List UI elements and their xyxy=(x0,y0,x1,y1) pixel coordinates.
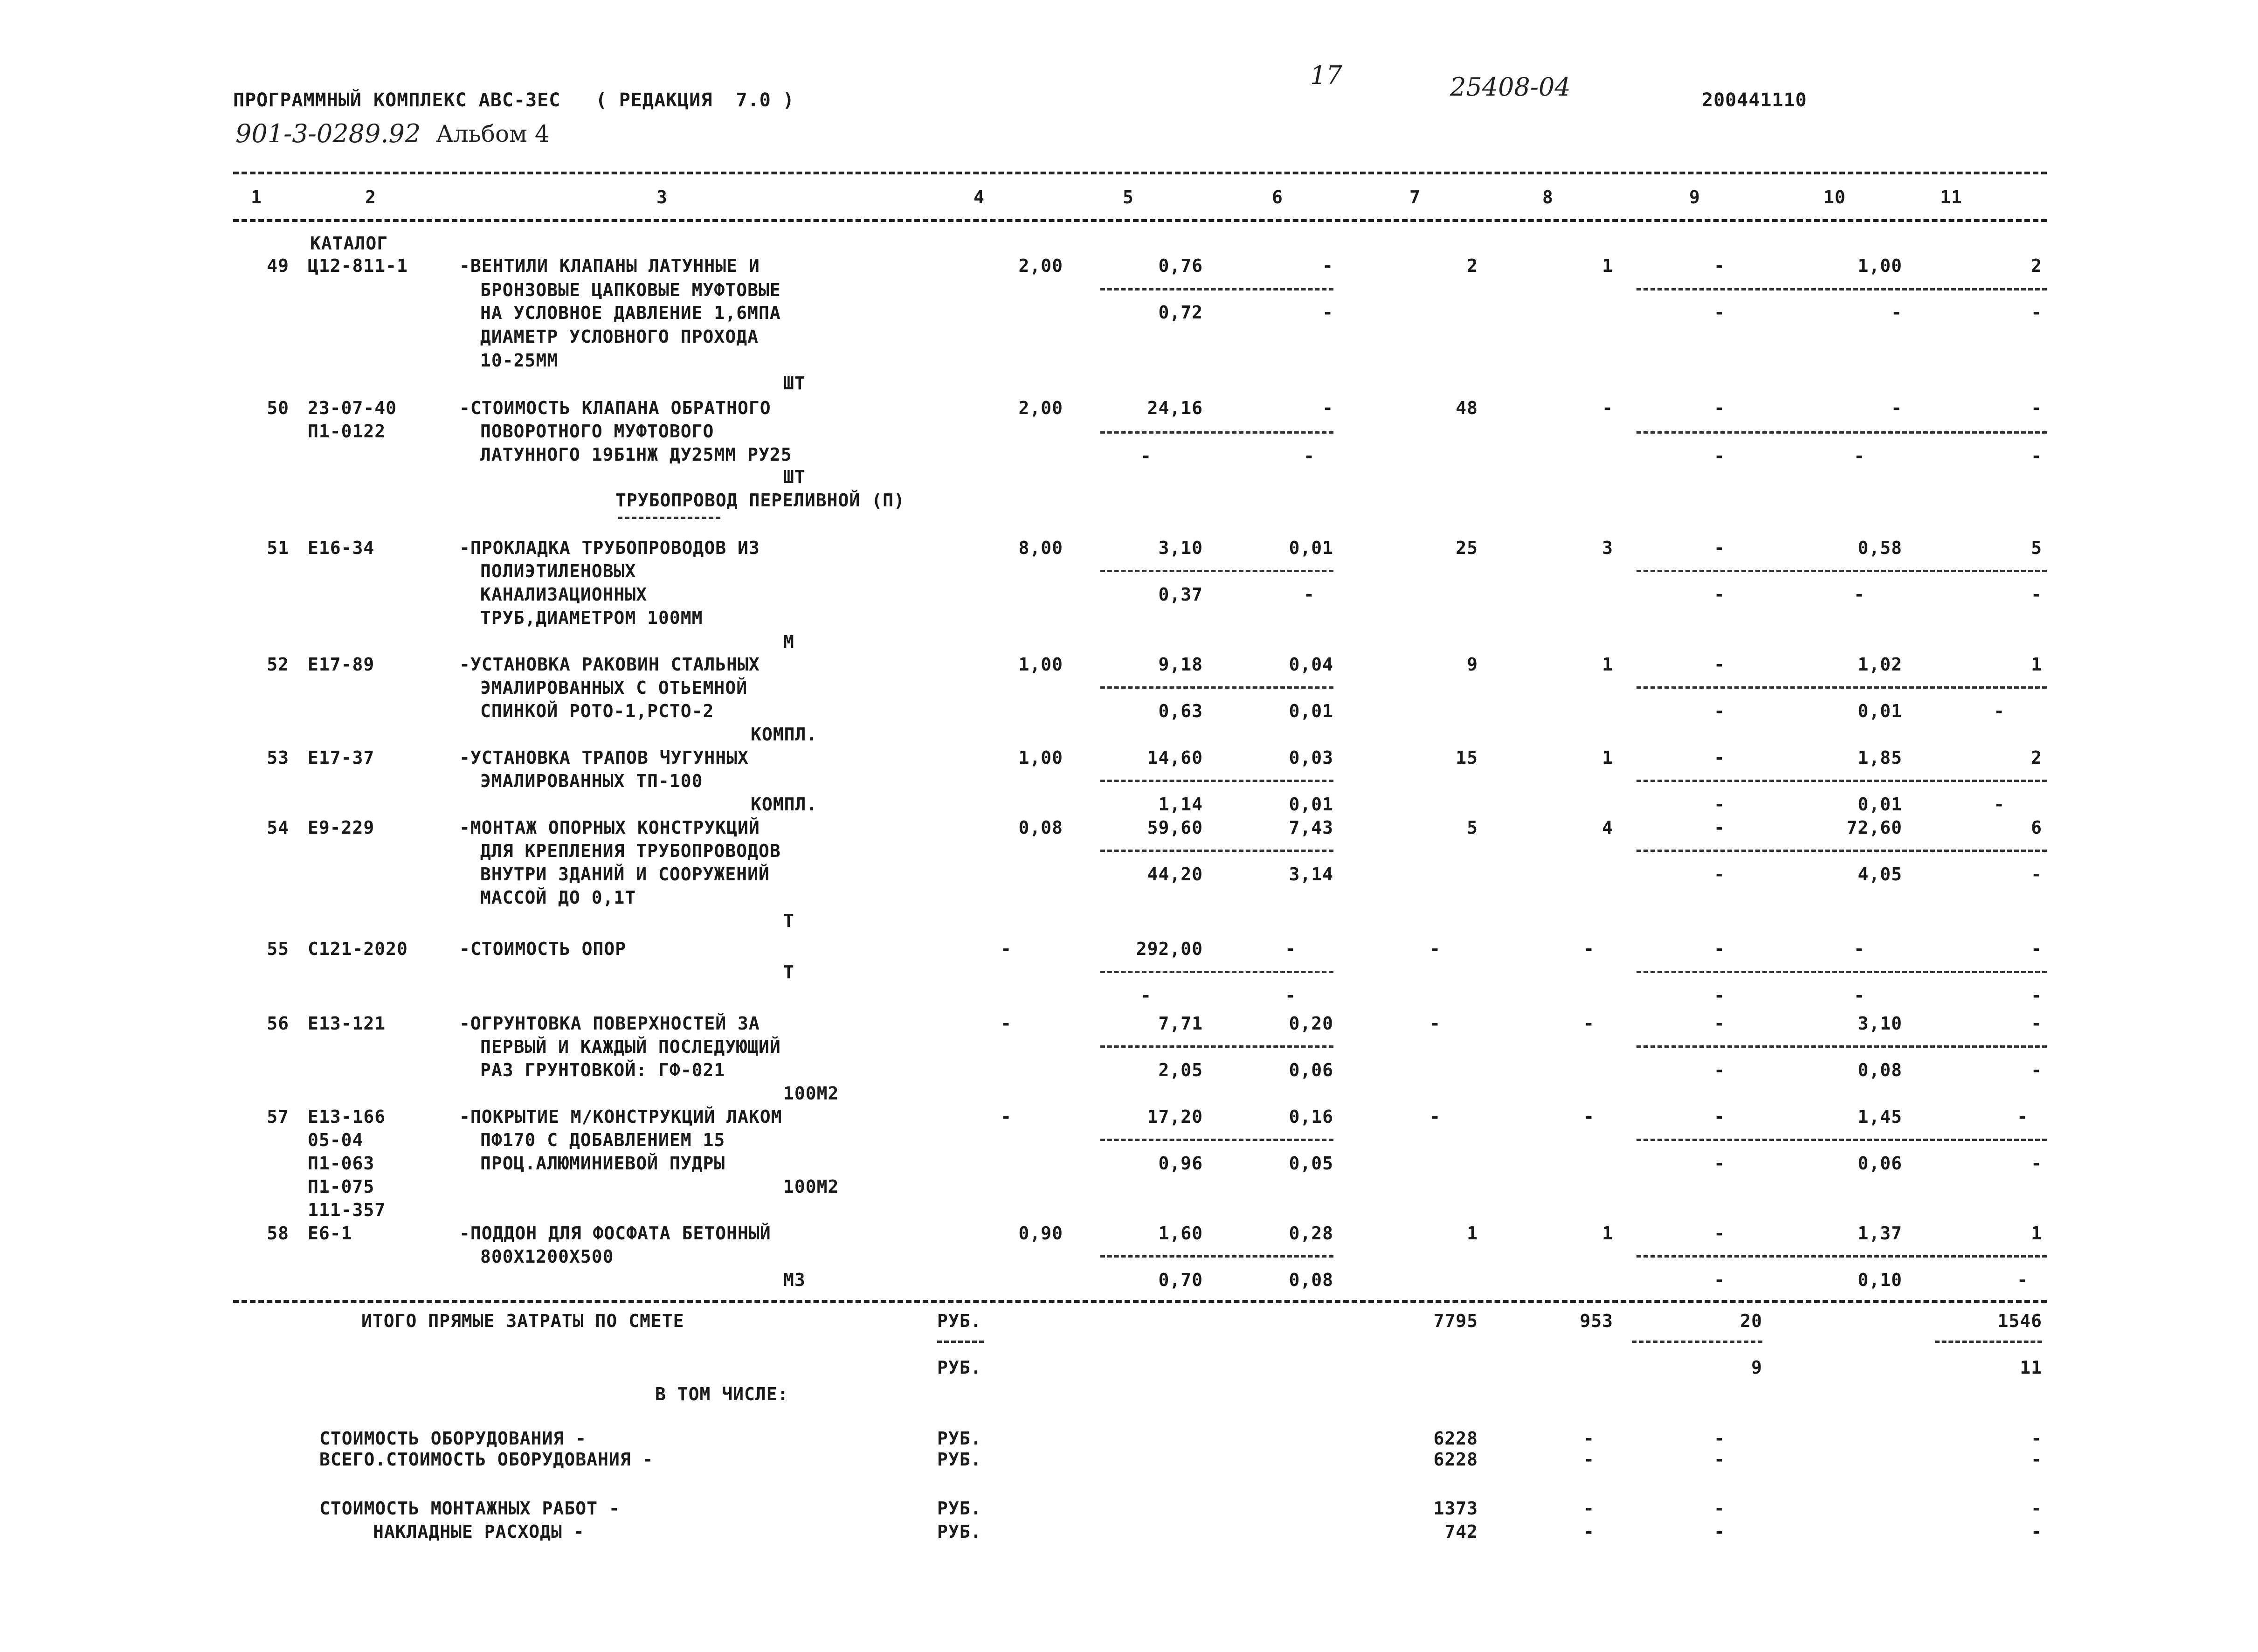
column-header: 6 xyxy=(1272,187,1283,207)
row-number: 56 xyxy=(267,1013,289,1034)
row-code: С121-2020 xyxy=(308,939,408,959)
row-code: Е6-1 xyxy=(308,1223,352,1244)
row-description: МАССОЙ ДО 0,1Т xyxy=(480,887,636,908)
cell-col8: 3 xyxy=(1602,538,1613,558)
cell-divider xyxy=(1100,1045,1333,1048)
row-description: -ПОДДОН ДЛЯ ФОСФАТА БЕТОННЫЙ xyxy=(459,1223,771,1244)
totals-unit-2: РУБ. xyxy=(937,1357,982,1378)
cell-divider xyxy=(1637,1045,2047,1048)
row-description: ВНУТРИ ЗДАНИЙ И СООРУЖЕНИЙ xyxy=(480,864,770,885)
cell-divider xyxy=(1100,971,1333,973)
cell-divider xyxy=(1637,850,2047,852)
row-description: ПЕРВЫЙ И КАЖДЫЙ ПОСЛЕДУЮЩИЙ xyxy=(480,1037,781,1057)
row-code: П1-063 xyxy=(308,1153,375,1174)
cell-col4: 0,08 xyxy=(1018,817,1063,838)
cell-col8: - xyxy=(1602,398,1613,418)
row-description: СПИНКОЙ РОТО-1,РСТО-2 xyxy=(480,701,714,721)
summary-label: СТОИМОСТЬ ОБОРУДОВАНИЯ - xyxy=(319,1428,587,1449)
cell-divider xyxy=(1637,780,2047,782)
cell-col9: - xyxy=(1714,256,1725,276)
cell-divider xyxy=(1100,686,1333,689)
row-code: П1-0122 xyxy=(308,421,386,442)
totals-col11-b: 11 xyxy=(2020,1357,2042,1378)
cell-divider xyxy=(1637,686,2047,689)
cell-col11: - xyxy=(2031,939,2042,959)
row-code: Е9-229 xyxy=(308,817,375,838)
cell-col10-b: 0,01 xyxy=(1857,794,1902,815)
row-description: 10-25ММ xyxy=(480,350,559,371)
cell-divider xyxy=(1100,1255,1333,1258)
cell-col6-b: - xyxy=(1304,446,1315,466)
cell-col7: - xyxy=(1429,939,1441,959)
cell-col8: 1 xyxy=(1602,747,1613,768)
cell-divider xyxy=(1100,850,1333,852)
cell-col11: 1 xyxy=(2031,1223,2042,1244)
summary-col11: - xyxy=(2031,1428,2042,1449)
row-code: 111-357 xyxy=(308,1200,386,1220)
cell-col10-b: 4,05 xyxy=(1857,864,1902,885)
summary-col11: - xyxy=(2031,1521,2042,1542)
totals-label: ИТОГО ПРЯМЫЕ ЗАТРАТЫ ПО СМЕТЕ xyxy=(361,1311,684,1331)
cell-col9-b: - xyxy=(1714,584,1725,605)
cell-col10-b: 0,06 xyxy=(1857,1153,1902,1174)
summary-col9: - xyxy=(1714,1521,1725,1542)
row-unit: Т xyxy=(783,962,794,982)
cell-col6-b: 0,01 xyxy=(1289,701,1333,721)
cell-col6-b: 0,06 xyxy=(1289,1060,1333,1080)
row-description: НА УСЛОВНОЕ ДАВЛЕНИЕ 1,6МПА xyxy=(480,303,781,323)
cell-col5: 3,10 xyxy=(1158,538,1203,558)
section-underline xyxy=(618,517,720,519)
cell-col7: 25 xyxy=(1456,538,1478,558)
cell-col5: 292,00 xyxy=(1136,939,1203,959)
cell-col11: - xyxy=(2031,398,2042,418)
record-number: 200441110 xyxy=(1702,90,1807,111)
cell-col10-b: - xyxy=(1854,446,1865,466)
row-description: ПОВОРОТНОГО МУФТОВОГО xyxy=(480,421,714,442)
cell-col7: 15 xyxy=(1456,747,1478,768)
cell-col9-b: - xyxy=(1714,864,1725,885)
section-pipe-title: ТРУБОПРОВОД ПЕРЕЛИВНОЙ (П) xyxy=(615,490,905,511)
summary-col8: - xyxy=(1583,1498,1595,1519)
row-code: П1-075 xyxy=(308,1176,375,1197)
program-title: ПРОГРАММНЫЙ КОМПЛЕКС АВС-ЗЕС ( РЕДАКЦИЯ 7.0 ) xyxy=(233,90,794,111)
cell-col5: 7,71 xyxy=(1158,1013,1203,1034)
cell-divider xyxy=(1637,431,2047,434)
cell-divider xyxy=(1632,1341,1762,1343)
summary-col11: - xyxy=(2031,1498,2042,1519)
cell-col6: 7,43 xyxy=(1289,817,1333,838)
including-label: В ТОМ ЧИСЛЕ: xyxy=(655,1384,789,1404)
cell-col9-b: - xyxy=(1714,985,1725,1006)
row-unit: 100М2 xyxy=(783,1176,839,1197)
row-description: ЭМАЛИРОВАННЫХ С ОТЬЕМНОЙ xyxy=(480,677,748,698)
cell-col9-b: - xyxy=(1714,1270,1725,1290)
cell-col9: - xyxy=(1714,1223,1725,1244)
cell-col11-b: - xyxy=(2031,446,2042,466)
cell-col11: 2 xyxy=(2031,256,2042,276)
cell-col5: 17,20 xyxy=(1147,1106,1203,1127)
cell-col5-b: - xyxy=(1140,446,1152,466)
cell-col10-b: - xyxy=(1854,584,1865,605)
row-description: -ПОКРЫТИЕ М/КОНСТРУКЦИЙ ЛАКОМ xyxy=(459,1106,782,1127)
cell-col9-b: - xyxy=(1714,1060,1725,1080)
row-unit: КОМПЛ. xyxy=(751,724,818,745)
cell-col6: 0,20 xyxy=(1289,1013,1333,1034)
cell-col10: 1,45 xyxy=(1857,1106,1902,1127)
row-description: КАНАЛИЗАЦИОННЫХ xyxy=(480,584,648,605)
row-description: -УСТАНОВКА РАКОВИН СТАЛЬНЫХ xyxy=(459,654,760,675)
column-header: 11 xyxy=(1940,187,1962,207)
row-description: ДИАМЕТР УСЛОВНОГО ПРОХОДА xyxy=(480,326,759,347)
cell-col9: - xyxy=(1714,1013,1725,1034)
cell-col6-b: - xyxy=(1304,584,1315,605)
row-code: Е13-121 xyxy=(308,1013,386,1034)
cell-col5-b: - xyxy=(1140,985,1152,1006)
section-catalog: КАТАЛОГ xyxy=(310,233,388,254)
totals-unit: РУБ. xyxy=(937,1311,982,1331)
cell-col4: - xyxy=(1001,939,1012,959)
cell-divider xyxy=(1935,1341,2042,1343)
cell-col4: 2,00 xyxy=(1018,256,1063,276)
row-code: 05-04 xyxy=(308,1130,364,1150)
cell-col7: 2 xyxy=(1467,256,1478,276)
row-number: 54 xyxy=(267,817,289,838)
cell-col4: 1,00 xyxy=(1018,654,1063,675)
row-number: 52 xyxy=(267,654,289,675)
row-number: 51 xyxy=(267,538,289,558)
cell-col9: - xyxy=(1714,817,1725,838)
row-description: -ОГРУНТОВКА ПОВЕРХНОСТЕЙ ЗА xyxy=(459,1013,760,1034)
cell-col10: 1,37 xyxy=(1857,1223,1902,1244)
project-number: 901-3-0289.92 xyxy=(235,119,421,148)
cell-col11: 2 xyxy=(2031,747,2042,768)
column-header: 5 xyxy=(1123,187,1134,207)
cell-col5-b: 0,72 xyxy=(1158,302,1203,323)
cell-col5: 59,60 xyxy=(1147,817,1203,838)
cell-col7: 1 xyxy=(1467,1223,1478,1244)
summary-col7: 6228 xyxy=(1433,1428,1478,1449)
cell-col11-b: - xyxy=(2031,1060,2042,1080)
cell-col9: - xyxy=(1714,654,1725,675)
cell-col6: - xyxy=(1285,939,1296,959)
cell-col5-b: 2,05 xyxy=(1158,1060,1203,1080)
row-description: РАЗ ГРУНТОВКОЙ: ГФ-021 xyxy=(480,1060,725,1080)
cell-col6: 0,28 xyxy=(1289,1223,1333,1244)
cell-divider xyxy=(1637,971,2047,973)
cell-divider xyxy=(1100,780,1333,782)
cell-col5-b: 0,96 xyxy=(1158,1153,1203,1174)
cell-col4: - xyxy=(1001,1106,1012,1127)
cell-divider xyxy=(1100,431,1333,434)
cell-col9-b: - xyxy=(1714,302,1725,323)
cell-col5: 9,18 xyxy=(1158,654,1203,675)
cell-col6: - xyxy=(1322,398,1333,418)
summary-unit: РУБ. xyxy=(937,1449,982,1470)
cell-col5-b: 0,37 xyxy=(1158,584,1203,605)
column-header: 9 xyxy=(1689,187,1700,207)
row-description: ПФ170 С ДОБАВЛЕНИЕМ 15 xyxy=(480,1130,725,1150)
cell-col8: - xyxy=(1583,1013,1595,1034)
row-description: -СТОИМОСТЬ ОПОР xyxy=(459,939,627,959)
row-number: 53 xyxy=(267,747,289,768)
cell-col6-b: - xyxy=(1322,302,1333,323)
cell-col5-b: 0,63 xyxy=(1158,701,1203,721)
row-unit: М xyxy=(783,632,794,652)
column-header: 10 xyxy=(1823,187,1846,207)
cell-col4: 2,00 xyxy=(1018,398,1063,418)
cell-col7: 48 xyxy=(1456,398,1478,418)
cell-divider xyxy=(1637,288,2047,290)
cell-col9: - xyxy=(1714,1106,1725,1127)
row-description: -ВЕНТИЛИ КЛАПАНЫ ЛАТУННЫЕ И xyxy=(459,256,760,276)
cell-col11: - xyxy=(2031,1013,2042,1034)
row-unit: Т xyxy=(783,911,794,931)
row-description: -ПРОКЛАДКА ТРУБОПРОВОДОВ ИЗ xyxy=(459,538,760,558)
cell-col11-b: - xyxy=(2031,302,2042,323)
cell-col9: - xyxy=(1714,398,1725,418)
table-bottom-rule xyxy=(233,1300,2047,1303)
cell-divider xyxy=(937,1341,984,1343)
cell-col10-b: 0,08 xyxy=(1857,1060,1902,1080)
row-code: 23-07-40 xyxy=(308,398,397,418)
cell-divider xyxy=(1637,1255,2047,1258)
row-number: 55 xyxy=(267,939,289,959)
cell-col5-b: 0,70 xyxy=(1158,1270,1203,1290)
cell-col11: 1 xyxy=(2031,654,2042,675)
row-code: Е13-166 xyxy=(308,1106,386,1127)
row-description: -УСТАНОВКА ТРАПОВ ЧУГУННЫХ xyxy=(459,747,749,768)
cell-col9-b: - xyxy=(1714,1153,1725,1174)
cell-col11: 5 xyxy=(2031,538,2042,558)
cell-col10-b: - xyxy=(1854,985,1865,1006)
cell-col10: 0,58 xyxy=(1857,538,1902,558)
cell-col9-b: - xyxy=(1714,446,1725,466)
column-header: 1 xyxy=(251,187,262,207)
row-number: 49 xyxy=(267,256,289,276)
cell-col7: - xyxy=(1429,1106,1441,1127)
totals-col8: 953 xyxy=(1580,1311,1613,1331)
cell-col10: 1,02 xyxy=(1857,654,1902,675)
column-header: 4 xyxy=(974,187,985,207)
summary-col8: - xyxy=(1583,1521,1595,1542)
row-unit: КОМПЛ. xyxy=(751,794,818,815)
cell-col9: - xyxy=(1714,538,1725,558)
totals-col11: 1546 xyxy=(1997,1311,2042,1331)
cell-col4: - xyxy=(1001,1013,1012,1034)
cell-col6-b: - xyxy=(1285,985,1296,1006)
cell-col7: - xyxy=(1429,1013,1441,1034)
summary-col7: 742 xyxy=(1444,1521,1478,1542)
cell-col9-b: - xyxy=(1714,794,1725,815)
summary-col7: 1373 xyxy=(1433,1498,1478,1519)
cell-col6: 0,03 xyxy=(1289,747,1333,768)
summary-col8: - xyxy=(1583,1449,1595,1470)
cell-col10: 1,00 xyxy=(1857,256,1902,276)
cell-col10: - xyxy=(1854,939,1865,959)
cell-col8: 1 xyxy=(1602,654,1613,675)
summary-col9: - xyxy=(1714,1428,1725,1449)
summary-col7: 6228 xyxy=(1433,1449,1478,1470)
cell-col8: - xyxy=(1583,939,1595,959)
cell-col10-b: - xyxy=(1891,302,1902,323)
row-description: ТРУБ,ДИАМЕТРОМ 100ММ xyxy=(480,608,703,628)
cell-col6-b: 0,08 xyxy=(1289,1270,1333,1290)
cell-col11-b: - xyxy=(2031,985,2042,1006)
cell-col8: 4 xyxy=(1602,817,1613,838)
cell-col5-b: 1,14 xyxy=(1158,794,1203,815)
cell-col6: 0,04 xyxy=(1289,654,1333,675)
cell-col11: - xyxy=(2017,1106,2028,1127)
summary-unit: РУБ. xyxy=(937,1498,982,1519)
cell-col5: 0,76 xyxy=(1158,256,1203,276)
document-code: 25408-04 xyxy=(1450,72,1571,102)
header-rule-top xyxy=(233,172,2047,174)
row-description: БРОНЗОВЫЕ ЦАПКОВЫЕ МУФТОВЫЕ xyxy=(480,280,781,300)
cell-col10-b: 0,10 xyxy=(1857,1270,1902,1290)
summary-col11: - xyxy=(2031,1449,2042,1470)
cell-col9: - xyxy=(1714,939,1725,959)
cell-divider xyxy=(1637,1139,2047,1141)
cell-col9: - xyxy=(1714,747,1725,768)
summary-col9: - xyxy=(1714,1449,1725,1470)
row-code: Е16-34 xyxy=(308,538,375,558)
cell-divider xyxy=(1100,1139,1333,1141)
cell-col5: 14,60 xyxy=(1147,747,1203,768)
row-unit: М3 xyxy=(783,1270,806,1290)
row-number: 57 xyxy=(267,1106,289,1127)
row-code: Е17-89 xyxy=(308,654,375,675)
cell-divider xyxy=(1100,570,1333,572)
summary-unit: РУБ. xyxy=(937,1428,982,1449)
cell-col11-b: - xyxy=(2031,864,2042,885)
totals-col9-b: 9 xyxy=(1751,1357,1762,1378)
row-description: ЛАТУННОГО 19Б1НЖ ДУ25ММ РУ25 xyxy=(480,444,792,465)
column-header: 2 xyxy=(365,187,376,207)
cell-col11-b: - xyxy=(2031,584,2042,605)
cell-col11-b: - xyxy=(1994,794,2005,815)
cell-col10: - xyxy=(1891,398,1902,418)
row-description: ДЛЯ КРЕПЛЕНИЯ ТРУБОПРОВОДОВ xyxy=(480,841,781,861)
cell-col4: 8,00 xyxy=(1018,538,1063,558)
cell-col10: 3,10 xyxy=(1857,1013,1902,1034)
page-number: 17 xyxy=(1310,61,1342,90)
row-code: Е17-37 xyxy=(308,747,375,768)
summary-col8: - xyxy=(1583,1428,1595,1449)
cell-col5: 1,60 xyxy=(1158,1223,1203,1244)
row-code: Ц12-811-1 xyxy=(308,256,408,276)
row-description: ПРОЦ.АЛЮМИНИЕВОЙ ПУДРЫ xyxy=(480,1153,725,1174)
cell-col11-b: - xyxy=(2017,1270,2028,1290)
cell-col4: 0,90 xyxy=(1018,1223,1063,1244)
column-header: 3 xyxy=(656,187,668,207)
row-description: 800Х1200Х500 xyxy=(480,1246,614,1267)
cell-col6-b: 0,05 xyxy=(1289,1153,1333,1174)
cell-col8: - xyxy=(1583,1106,1595,1127)
summary-label: ВСЕГО.СТОИМОСТЬ ОБОРУДОВАНИЯ - xyxy=(319,1449,654,1470)
row-description: -СТОИМОСТЬ КЛАПАНА ОБРАТНОГО xyxy=(459,398,771,418)
cell-col7: 5 xyxy=(1467,817,1478,838)
row-description: ЭМАЛИРОВАННЫХ ТП-100 xyxy=(480,771,703,791)
row-number: 50 xyxy=(267,398,289,418)
cell-col7: 9 xyxy=(1467,654,1478,675)
cell-col10: 72,60 xyxy=(1846,817,1902,838)
cell-col8: 1 xyxy=(1602,1223,1613,1244)
cell-col6-b: 0,01 xyxy=(1289,794,1333,815)
cell-divider xyxy=(1637,570,2047,572)
column-header: 7 xyxy=(1409,187,1421,207)
totals-col9: 20 xyxy=(1740,1311,1762,1331)
cell-col5: 24,16 xyxy=(1147,398,1203,418)
column-header: 8 xyxy=(1542,187,1554,207)
cell-col9-b: - xyxy=(1714,701,1725,721)
cell-col6: - xyxy=(1322,256,1333,276)
header-rule-bottom xyxy=(233,219,2047,222)
row-number: 58 xyxy=(267,1223,289,1244)
cell-divider xyxy=(1100,288,1333,290)
cell-col11: 6 xyxy=(2031,817,2042,838)
row-description: -МОНТАЖ ОПОРНЫХ КОНСТРУКЦИЙ xyxy=(459,817,760,838)
cell-col6: 0,16 xyxy=(1289,1106,1333,1127)
summary-unit: РУБ. xyxy=(937,1521,982,1542)
row-unit: ШТ xyxy=(783,373,806,394)
album-label: Альбом 4 xyxy=(436,120,550,147)
cell-col8: 1 xyxy=(1602,256,1613,276)
summary-col9: - xyxy=(1714,1498,1725,1519)
cell-col10-b: 0,01 xyxy=(1857,701,1902,721)
cell-col4: 1,00 xyxy=(1018,747,1063,768)
totals-col7: 7795 xyxy=(1433,1311,1478,1331)
cell-col11-b: - xyxy=(1994,701,2005,721)
cell-col6: 0,01 xyxy=(1289,538,1333,558)
cell-col5-b: 44,20 xyxy=(1147,864,1203,885)
row-unit: 100М2 xyxy=(783,1083,839,1104)
cell-col11-b: - xyxy=(2031,1153,2042,1174)
summary-label: НАКЛАДНЫЕ РАСХОДЫ - xyxy=(373,1521,585,1542)
row-description: ПОЛИЭТИЛЕНОВЫХ xyxy=(480,561,636,581)
cell-col10: 1,85 xyxy=(1857,747,1902,768)
summary-label: СТОИМОСТЬ МОНТАЖНЫХ РАБОТ - xyxy=(319,1498,620,1519)
cell-col6-b: 3,14 xyxy=(1289,864,1333,885)
row-unit: ШТ xyxy=(783,467,806,487)
